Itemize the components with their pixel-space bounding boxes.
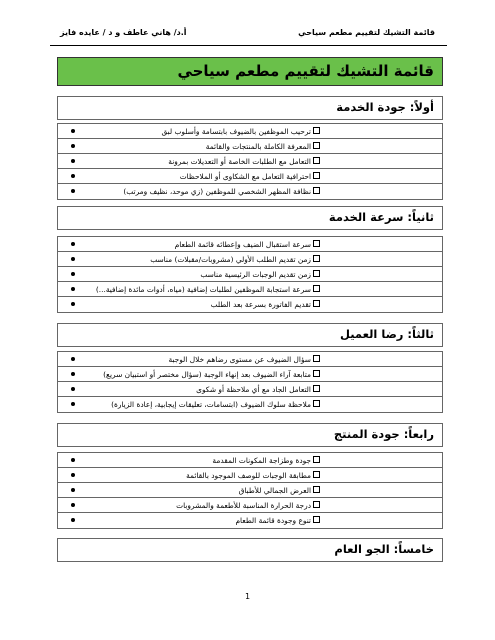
page-header	[60, 28, 435, 40]
checklist-item	[58, 352, 442, 367]
checklist-item-text: احترافية التعامل مع الشكاوى أو الملاحظات	[179, 172, 311, 181]
bullet-icon	[71, 402, 75, 406]
section-heading-box	[57, 423, 443, 447]
checkbox-icon[interactable]	[313, 501, 320, 508]
bullet-icon	[71, 372, 75, 376]
bullet-icon	[71, 458, 75, 462]
section-heading: خامساً: الجو العام	[334, 542, 434, 556]
bullet-icon	[71, 488, 75, 492]
bullet-icon	[71, 473, 75, 477]
checkbox-icon[interactable]	[313, 486, 320, 493]
bullet-icon	[71, 144, 75, 148]
bullet-icon	[71, 387, 75, 391]
checklist-item	[58, 382, 442, 397]
checklist-item-text: مطابقة الوجبات للوصف الموجود بالقائمة	[186, 471, 311, 480]
section-heading: ثانياً: سرعة الخدمة	[328, 210, 434, 224]
checkbox-icon[interactable]	[313, 300, 320, 307]
bullet-icon	[71, 287, 75, 291]
bullet-icon	[71, 129, 75, 133]
checklist-item-text: درجة الحرارة المناسبة للأطعمة والمشروبات	[176, 501, 311, 510]
checklist-item-text: سؤال الضيوف عن مستوى رضاهم خلال الوجبة	[168, 355, 311, 364]
main-title: قائمة التشيك لتقييم مطعم سياحي	[177, 62, 434, 80]
checklist	[57, 236, 443, 313]
section-heading: رابعاً: جودة المنتج	[333, 427, 434, 441]
checklist-item	[58, 124, 442, 139]
checklist-item	[58, 297, 442, 312]
bullet-icon	[71, 174, 75, 178]
checklist	[57, 123, 443, 200]
bullet-icon	[71, 189, 75, 193]
checkbox-icon[interactable]	[313, 385, 320, 392]
checklist-item-text: تنوع وجودة قائمة الطعام	[235, 516, 311, 525]
checklist-item	[58, 367, 442, 382]
checkbox-icon[interactable]	[313, 172, 320, 179]
checkbox-icon[interactable]	[313, 471, 320, 478]
checklist-item	[58, 483, 442, 498]
section-heading-box	[57, 538, 443, 562]
bullet-icon	[71, 518, 75, 522]
bullet-icon	[71, 302, 75, 306]
page-number: 1	[244, 592, 251, 601]
checklist-item-text: جودة وطزاجة المكونات المقدمة	[212, 456, 311, 465]
checkbox-icon[interactable]	[313, 456, 320, 463]
checklist-item-text: التعامل الجاد مع أي ملاحظة أو شكوى	[196, 385, 311, 394]
section-heading: ثالثاً: رضا العميل	[339, 327, 434, 341]
checklist-item	[58, 282, 442, 297]
checklist-item-text: زمن تقديم الوجبات الرئيسية مناسب	[200, 270, 311, 279]
checkbox-icon[interactable]	[313, 400, 320, 407]
checklist-item-text: ملاحظة سلوك الضيوف (ابتسامات، تعليقات إيجابية، إعادة الزيارة)	[111, 400, 311, 409]
header-doc-title: قائمة التشيك لتقييم مطعم سياحي	[298, 28, 435, 37]
bullet-icon	[71, 503, 75, 507]
section-heading-box	[57, 96, 443, 120]
checkbox-icon[interactable]	[313, 370, 320, 377]
checklist-item-text: التعامل مع الطلبات الخاصة أو التعديلات بمرونة	[168, 157, 311, 166]
checkbox-icon[interactable]	[313, 270, 320, 277]
checklist	[57, 452, 443, 529]
checklist-item-text: المعرفة الكاملة بالمنتجات والقائمة	[205, 142, 311, 151]
checkbox-icon[interactable]	[313, 355, 320, 362]
bullet-icon	[71, 257, 75, 261]
checklist-item	[58, 237, 442, 252]
header-rule	[50, 45, 447, 46]
section-heading-box	[57, 323, 443, 347]
checklist-item-text: سرعة استقبال الضيف وإعطائه قائمة الطعام	[174, 240, 311, 249]
checklist-item-text: العرض الجمالي للأطباق	[238, 486, 311, 495]
bullet-icon	[71, 357, 75, 361]
checkbox-icon[interactable]	[313, 187, 320, 194]
section-heading: أولاً: جودة الخدمة	[336, 100, 434, 114]
checklist-item	[58, 154, 442, 169]
bullet-icon	[71, 242, 75, 246]
checklist-item-text: متابعة آراء الضيوف بعد إنهاء الوجبة (سؤال مختصر أو استبيان سريع)	[103, 370, 311, 379]
checklist-item	[58, 252, 442, 267]
checklist-item	[58, 184, 442, 199]
checklist-item	[58, 169, 442, 184]
checklist-item	[58, 139, 442, 154]
checklist-item-text: نظافة المظهر الشخصي للموظفين (زي موحد، نظيف ومرتب)	[123, 187, 311, 196]
checkbox-icon[interactable]	[313, 516, 320, 523]
checklist-item-text: ترحيب الموظفين بالضيوف بابتسامة وأسلوب لبق	[161, 127, 311, 136]
checklist-item	[58, 468, 442, 483]
bullet-icon	[71, 272, 75, 276]
checklist-item-text: تقديم الفاتورة بسرعة بعد الطلب	[210, 300, 311, 309]
checkbox-icon[interactable]	[313, 285, 320, 292]
header-authors: أ.د/ هاني عاطف و د / عايده فايز	[60, 28, 187, 37]
checklist-item	[58, 453, 442, 468]
checkbox-icon[interactable]	[313, 157, 320, 164]
section-heading-box	[57, 206, 443, 230]
main-title-banner	[57, 57, 443, 86]
checklist-item	[58, 513, 442, 528]
checkbox-icon[interactable]	[313, 240, 320, 247]
checkbox-icon[interactable]	[313, 142, 320, 149]
checkbox-icon[interactable]	[313, 127, 320, 134]
checklist-item-text: سرعة استجابة الموظفين لطلبات إضافية (مياه، أدوات مائدة إضافية...)	[95, 285, 311, 294]
checkbox-icon[interactable]	[313, 255, 320, 262]
bullet-icon	[71, 159, 75, 163]
checklist-item	[58, 267, 442, 282]
checklist-item	[58, 397, 442, 412]
checklist	[57, 351, 443, 413]
checklist-item-text: زمن تقديم الطلب الأولي (مشروبات/مقبلات) مناسب	[150, 255, 311, 264]
checklist-item	[58, 498, 442, 513]
